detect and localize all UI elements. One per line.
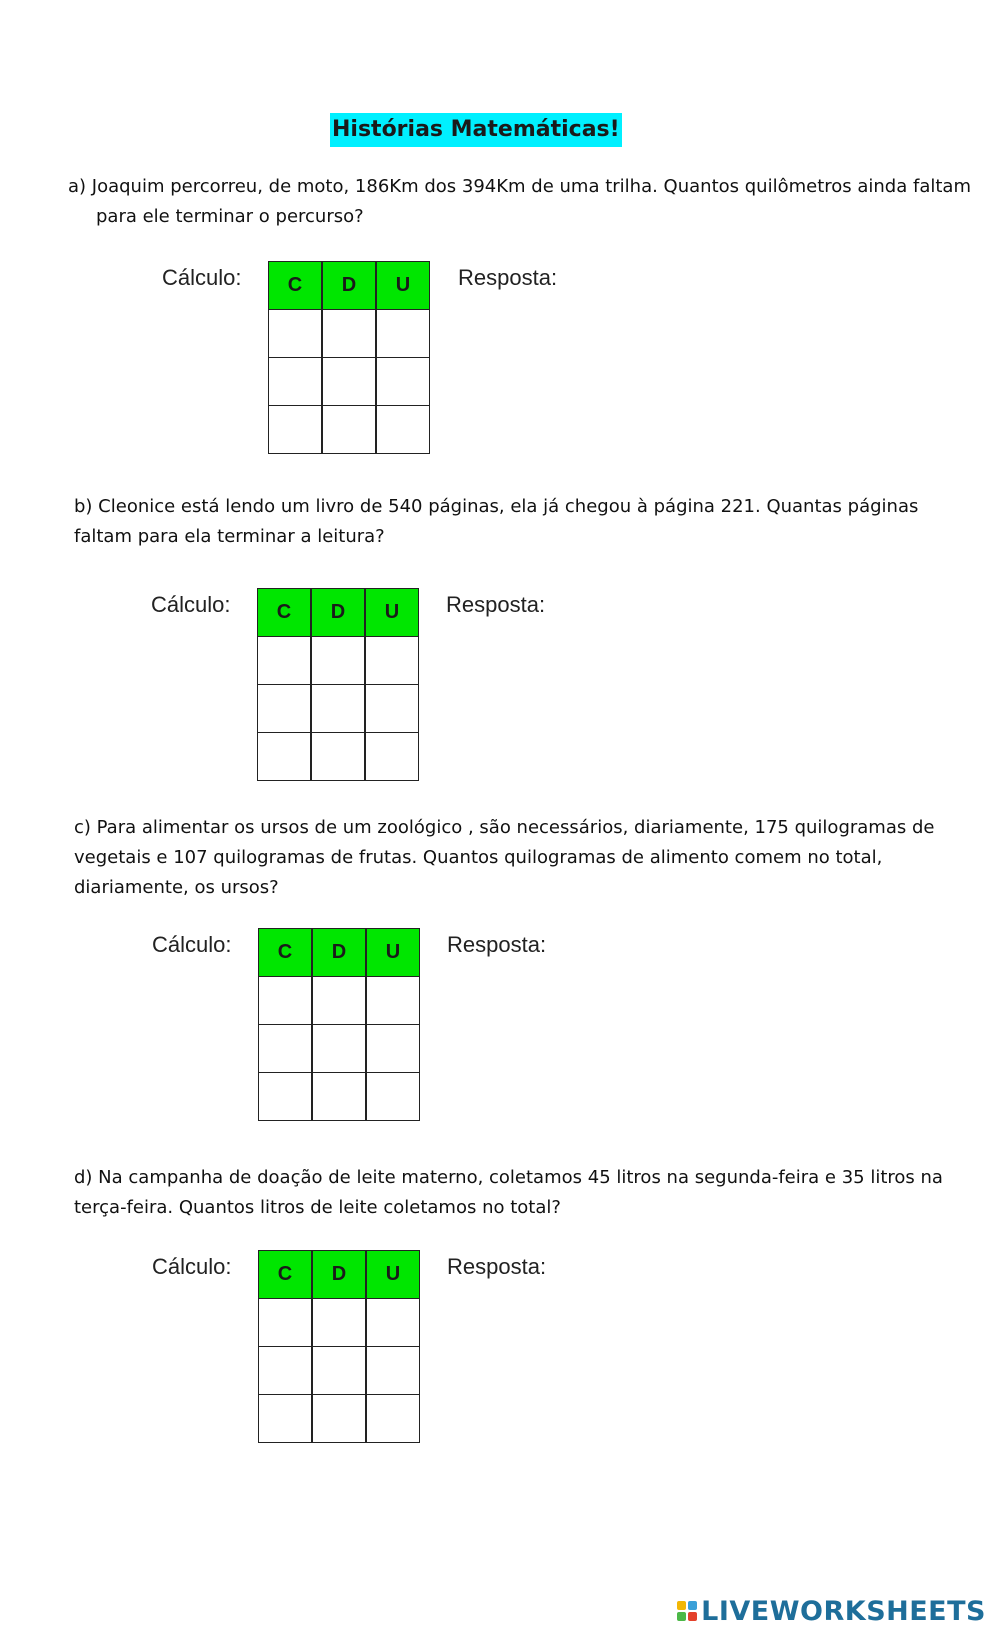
header-d: D [311,589,365,637]
question-c-calc-label: Cálculo: [152,932,232,957]
question-b-text: b) Cleonice está lendo um livro de 540 páginas, ela já chegou à página 221. Quantas páginas faltam para ela terminar a leitura? [74,496,919,547]
grid-cell[interactable] [259,1073,313,1121]
liveworksheets-logo-icon [677,1601,697,1621]
question-d-text: d) Na campanha de doação de leite materno, coletamos 45 litros na segunda-feira e 35 litros na terça-feira. Quantos litros de leite coletamos no total? [74,1167,943,1218]
worksheet-title: Histórias Matemáticas! [330,113,622,147]
grid-cell[interactable] [365,733,419,781]
question-d-calc-label: Cálculo: [152,1254,232,1279]
grid-cell[interactable] [311,733,365,781]
grid-cell[interactable] [312,977,366,1025]
grid-cell[interactable] [311,637,365,685]
grid-cell[interactable] [259,977,313,1025]
header-c: C [259,929,313,977]
question-d-answer-label: Resposta: [447,1254,547,1279]
grid-cell[interactable] [269,406,323,454]
grid-cell[interactable] [312,1299,366,1347]
grid-cell[interactable] [365,685,419,733]
header-c: C [258,589,312,637]
grid-cell[interactable] [311,685,365,733]
header-c: C [259,1251,313,1299]
grid-cell[interactable] [376,406,430,454]
liveworksheets-watermark [677,1595,986,1627]
question-b-cdu-grid [257,588,419,781]
grid-cell[interactable] [376,358,430,406]
grid-cell[interactable] [258,685,312,733]
question-a-text: a) Joaquim percorreu, de moto, 186Km dos 394Km de uma trilha. Quantos quilômetros ainda faltam para ele terminar o percurso? [68,176,971,227]
grid-cell[interactable] [365,637,419,685]
question-d-cdu-grid [258,1250,420,1443]
question-c-answer-label: Resposta: [447,932,547,957]
grid-cell[interactable] [259,1347,313,1395]
question-c-cdu-grid [258,928,420,1121]
header-u: U [366,1251,420,1299]
grid-cell[interactable] [269,310,323,358]
header-d: D [312,929,366,977]
question-a-cdu-grid [268,261,430,454]
question-b-answer-label: Resposta: [446,592,546,617]
grid-cell[interactable] [366,1025,420,1073]
header-d: D [322,262,376,310]
grid-cell[interactable] [312,1395,366,1443]
grid-cell[interactable] [366,1347,420,1395]
grid-cell[interactable] [366,977,420,1025]
header-u: U [366,929,420,977]
question-c-text: c) Para alimentar os ursos de um zoológico , são necessários, diariamente, 175 quilogramas de vegetais e 107 quilogramas de frutas. Quantos quilogramas de alimento comem no total, diariamente, os ursos? [74,817,935,898]
grid-cell[interactable] [322,310,376,358]
question-a-answer-label: Resposta: [458,265,558,290]
watermark-text: LIVEWORKSHEETS [701,1595,986,1627]
grid-cell[interactable] [312,1347,366,1395]
header-u: U [365,589,419,637]
grid-cell[interactable] [269,358,323,406]
grid-cell[interactable] [258,733,312,781]
grid-cell[interactable] [258,637,312,685]
grid-cell[interactable] [366,1299,420,1347]
grid-cell[interactable] [366,1395,420,1443]
grid-cell[interactable] [259,1395,313,1443]
question-a-calc-label: Cálculo: [162,265,242,290]
question-b-calc-label: Cálculo: [151,592,231,617]
grid-cell[interactable] [259,1025,313,1073]
grid-cell[interactable] [322,406,376,454]
header-u: U [376,262,430,310]
header-c: C [269,262,323,310]
grid-cell[interactable] [312,1073,366,1121]
grid-cell[interactable] [259,1299,313,1347]
grid-cell[interactable] [366,1073,420,1121]
grid-cell[interactable] [376,310,430,358]
grid-cell[interactable] [312,1025,366,1073]
header-d: D [312,1251,366,1299]
grid-cell[interactable] [322,358,376,406]
